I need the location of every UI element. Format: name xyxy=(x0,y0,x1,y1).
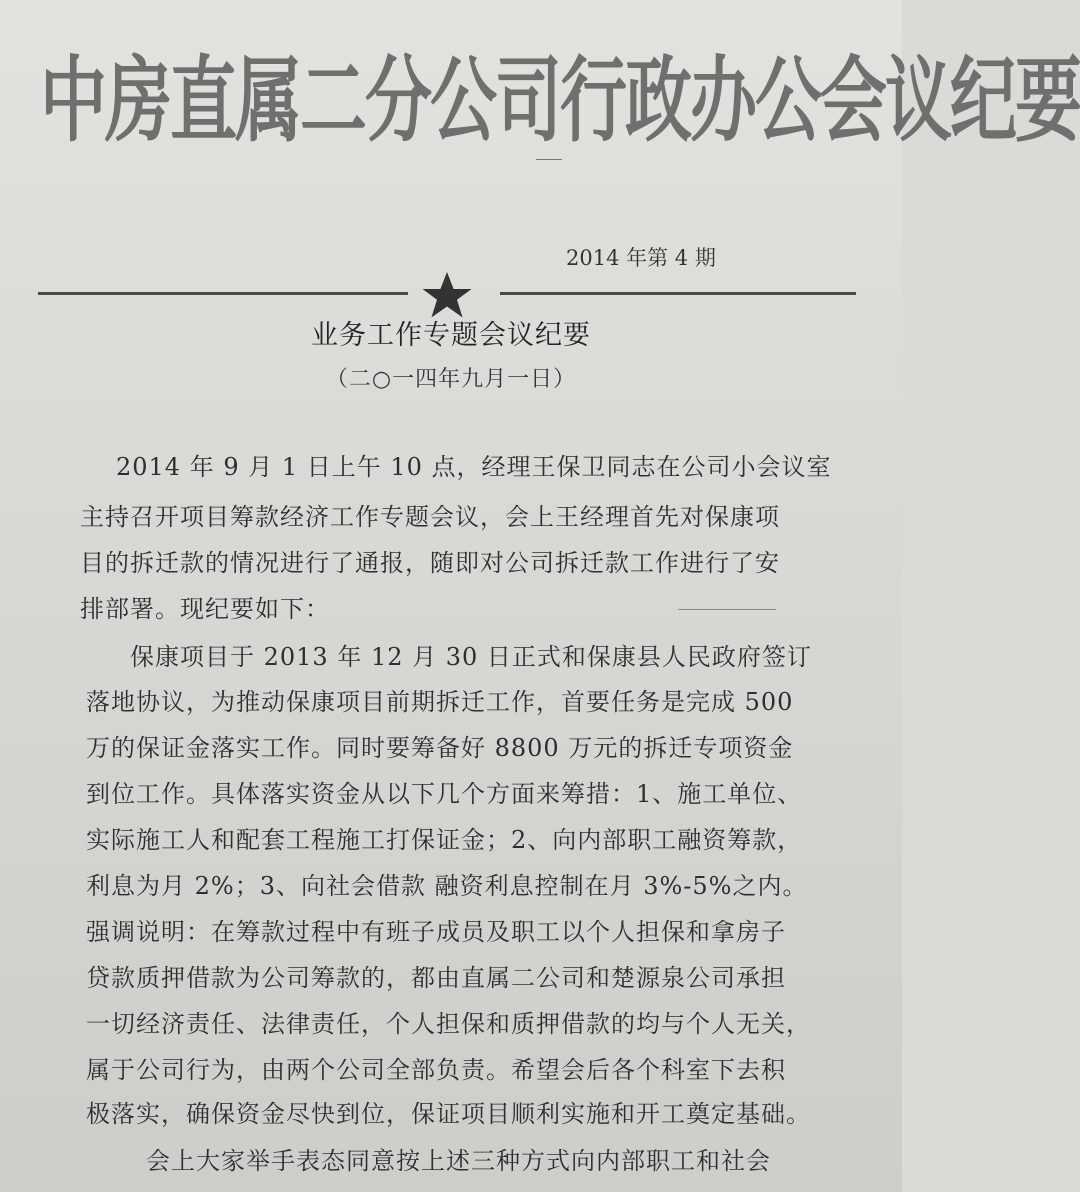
body-line: 贷款质押借款为公司筹款的，都由直属二公司和楚源泉公司承担 xyxy=(86,964,786,992)
body-line: 到位工作。具体落实资金从以下几个方面来筹措：1、施工单位、 xyxy=(86,780,803,808)
body-line: 一切经济责任、法律责任，个人担保和质押借款的均与个人无关， xyxy=(86,1010,811,1038)
body-line: 2014 年 9 月 1 日上午 10 点，经理王保卫同志在公司小会议室 xyxy=(116,453,832,481)
meeting-date: （二○一四年九月一日） xyxy=(325,367,577,392)
body-line: 主持召开项目筹款经济工作专题会议，会上王经理首先对保康项 xyxy=(80,503,780,531)
meeting-title: 业务工作专题会议纪要 xyxy=(311,320,591,351)
body-line: 目的拆迁款的情况进行了通报，随即对公司拆迁款工作进行了安 xyxy=(80,549,780,577)
masthead-title: 中房直属二分公司行政办公会议纪要 xyxy=(40,46,1080,155)
body-line: 利息为月 2%；3、向社会借款 融资利息控制在月 3%-5%之内。 xyxy=(86,872,808,900)
pen-mark xyxy=(678,609,776,610)
body-line: 属于公司行为，由两个公司全部负责。希望会后各个科室下去积 xyxy=(86,1056,786,1084)
body-line: 排部署。现纪要如下： xyxy=(80,595,330,623)
body-line: 保康项目于 2013 年 12 月 30 日正式和保康县人民政府签订 xyxy=(130,643,812,671)
body-line: 会上大家举手表态同意按上述三种方式向内部职工和社会 xyxy=(146,1147,771,1175)
body-line: 极落实，确保资金尽快到位，保证项目顺利实施和开工奠定基础。 xyxy=(86,1100,811,1128)
body-line: 实际施工人和配套工程施工打保证金；2、向内部职工融资筹款， xyxy=(86,826,803,854)
body-line: 强调说明：在筹款过程中有班子成员及职工以个人担保和拿房子 xyxy=(86,918,786,946)
body-line: 落地协议，为推动保康项目前期拆迁工作，首要任务是完成 500 xyxy=(86,688,794,716)
issue-number: 2014 年第 4 期 xyxy=(566,246,716,270)
body-line: 万的保证金落实工作。同时要筹备好 8800 万元的拆迁专项资金 xyxy=(86,734,794,762)
